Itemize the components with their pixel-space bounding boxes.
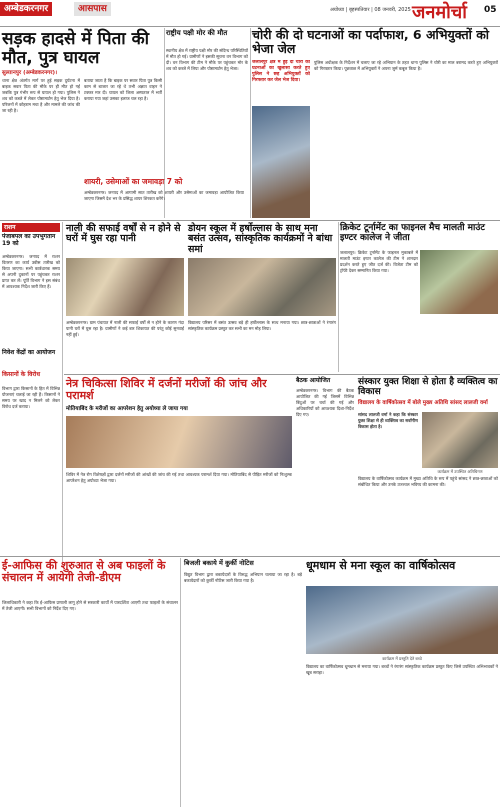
story10-headline: ई-आफिस की शुरुआत से अब फाइलों के संचालन में आयेगी तेजी-डीएम	[2, 559, 166, 585]
section-tag: अम्बेडकरनगर	[0, 2, 52, 16]
sidebar-body: अम्बेडकरनगर। जनपद में राशन वितरण का कार्य उन्नीस तारीख को किया जाएगा। सभी कार्डधारक समय से अपनी दुकानों पर पहुंचकर राशन प्राप्त कर लें। पूर्ति विभाग ने इस संबंध में आवश्यक निर्देश जारी किए हैं।	[2, 254, 60, 289]
column-divider	[180, 558, 181, 807]
story6-headline: डोयन स्कूल में हर्षोल्लास के साथ मना बसंत उत्सव, सांस्कृतिक कार्यक्रमों ने बांधा समां	[188, 223, 333, 255]
story11-headline: बिजली बकाये में कुर्की नोटिस	[184, 559, 254, 567]
column-divider	[250, 28, 251, 218]
story2-headline: राष्ट्रीय पक्षी मोर की मौत	[166, 29, 228, 37]
section-divider	[64, 374, 500, 375]
story3-photo	[252, 106, 310, 218]
story11-body: विद्युत विभाग द्वारा बकायेदारों के विरुद्ध अभियान चलाया जा रहा है। बड़े बकायेदारों को कुर्की नोटिस जारी किया गया है।	[184, 572, 302, 583]
column-divider	[338, 222, 339, 372]
story1-headline: सड़क हादसे में पिता की मौत, पुत्र घायल	[2, 29, 150, 68]
subsection-tag: आसपास	[74, 2, 111, 16]
story13-headline: बैठक आयोजित	[296, 377, 331, 384]
sidebar-head: राशन	[2, 223, 60, 232]
story6-photo	[188, 258, 336, 316]
column-divider	[62, 222, 63, 562]
sidebar-title-2: निवेश केंद्रों का आयोजन	[2, 349, 56, 356]
story9-body: विद्यालय के वार्षिकोत्सव कार्यक्रम में मुख्य अतिथि के रूप में पहुंचे सांसद ने छात्र-छात्राओं को संबोधित किया और उनके उज्ज्वल भविष्य की कामना की।	[358, 476, 498, 487]
story13-body: अम्बेडकरनगर। विभाग की बैठक आयोजित की गई जिसमें विभिन्न बिंदुओं पर चर्चा की गई और अधिकारियों को आवश्यक दिशा-निर्देश दिए गए।	[296, 388, 354, 417]
story4-body: अम्बेडकरनगर। जनपद में आगामी सात तारीख को शायरी और उसेमाओं का जमावड़ा आयोजित किया जाएगा जिसमें देश भर के प्रसिद्ध शायर शिरकत करेंगे।	[84, 190, 244, 201]
page-header	[0, 0, 500, 27]
story8-subheading: मोतियाबिंद के मरीजों का आपरेशन हेतु अयोध्या ले जाया गया	[66, 406, 188, 412]
story3-headline: चोरी की दो घटनाओं का पर्दाफाश, 6 अभियुक्तों को भेजा जेल	[252, 27, 490, 56]
sidebar-title: पंजाबपल का उपभुगतान 19 को	[2, 233, 56, 247]
story12-headline: धूमधाम से मना स्कूल का वार्षिकोत्सव	[306, 559, 456, 572]
story9-caption: कार्यक्रम में उपस्थित अतिथिगण	[437, 469, 483, 474]
story9-photo	[422, 412, 498, 468]
story12-photo	[306, 586, 498, 654]
story1-body-2: बताया जाता है कि बाइक पर सवार पिता पुत्र किसी काम से बाजार जा रहे थे तभी अज्ञात वाहन ने टक्कर मार दी। घायल को जिला अस्पताल में भर्ती कराया गया जहां उसका इलाज चल रहा है।	[84, 78, 162, 101]
story5-photo	[66, 258, 184, 316]
story9-lead: सांसद लालजी वर्मा ने कहा कि संस्कार युक्त शिक्षा से ही व्यक्तित्व का सर्वांगीण विकास होता है।	[358, 412, 418, 429]
story1-body: थाना क्षेत्र अंतर्गत मार्ग पर हुई सड़क दुर्घटना में बाइक सवार पिता की मौके पर ही मौत हो गई जबकि पुत्र गंभीर रूप से घायल हो गया। पुलिस ने शव को कब्जे में लेकर पोस्टमार्टम हेतु भेज दिया है। परिजनों में कोहराम मचा है और मामले की जांच की जा रही है।	[2, 78, 80, 113]
story2-body: स्थानीय क्षेत्र में राष्ट्रीय पक्षी मोर की संदिग्ध परिस्थितियों में मौत हो गई। ग्रामीणों ने इसकी सूचना वन विभाग को दी। वन विभाग की टीम ने मौके पर पहुंचकर मोर के शव को कब्जे में लिया और पोस्टमार्टम हेतु भेजा।	[166, 48, 248, 71]
story5-body: अम्बेडकरनगर। ग्राम पंचायत में नाली की सफाई वर्षों से न होने के कारण गंदा पानी घरों में घुस रहा है। ग्रामीणों ने कई बार शिकायत की परंतु कोई सुनवाई नहीं हुई।	[66, 320, 184, 337]
story5-headline: नाली की सफाई वर्षों से न होने से घरों में घुस रहा पानी	[66, 223, 181, 245]
story6-body: विद्यालय परिसर में बसंत उत्सव बड़े ही हर्षोल्लास के साथ मनाया गया। छात्र-छात्राओं ने रंगारंग सांस्कृतिक कार्यक्रम प्रस्तुत कर सभी का मन मोह लिया।	[188, 320, 336, 331]
story12-body: विद्यालय का वार्षिकोत्सव धूमधाम से मनाया गया। बच्चों ने रंगारंग सांस्कृतिक कार्यक्रम प्रस्तुत किए जिसे उपस्थित अभिभावकों ने खूब सराहा।	[306, 664, 498, 675]
sidebar-body-2: विभाग द्वारा किसानों के हित में विभिन्न योजनाएं चलाई जा रही हैं। किसानों ने समय पर खाद न मिलने को लेकर विरोध दर्ज कराया।	[2, 386, 60, 409]
story8-headline: नेत्र चिकित्सा शिविर में दर्जनों मरीजों की जांच और परामर्श	[66, 377, 267, 403]
story3-body: पुलिस अधीक्षक के निर्देशन में चलाए जा रहे अभियान के तहत थाना पुलिस ने चोरी का माल बरामद करते हुए अभियुक्तों को गिरफ्तार किया। पूछताछ में अभियुक्तों ने अपना जुर्म कबूल किया है।	[314, 60, 498, 71]
story4-headline: शायरी, उसेमाओं का जमावड़ा 7 को	[84, 177, 183, 186]
page-number: 05	[484, 5, 497, 15]
newspaper-logo: जनमोर्चा	[412, 2, 467, 23]
story12-caption: कार्यक्रम में प्रस्तुति देते बच्चे	[382, 656, 422, 661]
story9-subheading: विद्यालय के वार्षिकोत्सव में बोले मुख्य अतिथि सांसद लालजी वर्मा	[358, 400, 488, 406]
story7-headline: क्रिकेट टूर्नामेंट का फाइनल मैच मालती माउंट इण्टर कालेज ने जीता	[340, 223, 485, 243]
section-divider	[0, 220, 500, 221]
story3-lead: जलालपुर क्षेत्र में हुई दो चोरी की घटनाओं का खुलासा करते हुए पुलिस ने छह अभियुक्तों को गिरफ्तार कर जेल भेज दिया।	[252, 60, 310, 83]
section-divider	[0, 556, 500, 557]
story10-body: जिलाधिकारी ने कहा कि ई-आफिस प्रणाली लागू होने से सरकारी कार्यों में पारदर्शिता आएगी तथा फाइलों के संचालन में तेजी आएगी। सभी विभागों को निर्देश दिए गए।	[2, 600, 178, 611]
story7-body: जलालपुर। क्रिकेट टूर्नामेंट के फाइनल मुकाबले में मालती माउंट इण्टर कालेज की टीम ने शानदार प्रदर्शन करते हुए जीत दर्ज की। विजेता टीम को ट्रॉफी देकर सम्मानित किया गया।	[340, 250, 418, 273]
story8-photo	[66, 416, 292, 468]
sidebar-title-3: किसानों के विरोध	[2, 371, 41, 378]
story7-photo	[420, 250, 498, 314]
story1-dateline: सुल्तानपुर (अम्बेडकरनगर)।	[2, 70, 58, 76]
edition-dateline: अयोध्या | बृहस्पतिवार | 08 जनवरी, 2025	[330, 7, 411, 13]
story8-body: शिविर में नेत्र रोग विशेषज्ञों द्वारा दर्जनों मरीजों की आंखों की जांच की गई तथा आवश्यक परामर्श दिया गया। मोतियाबिंद से पीड़ित मरीजों को निःशुल्क आपरेशन हेतु अयोध्या भेजा गया।	[66, 472, 292, 483]
story9-headline: संस्कार युक्त शिक्षा से होता है व्यक्तित्व का विकास	[358, 377, 498, 397]
